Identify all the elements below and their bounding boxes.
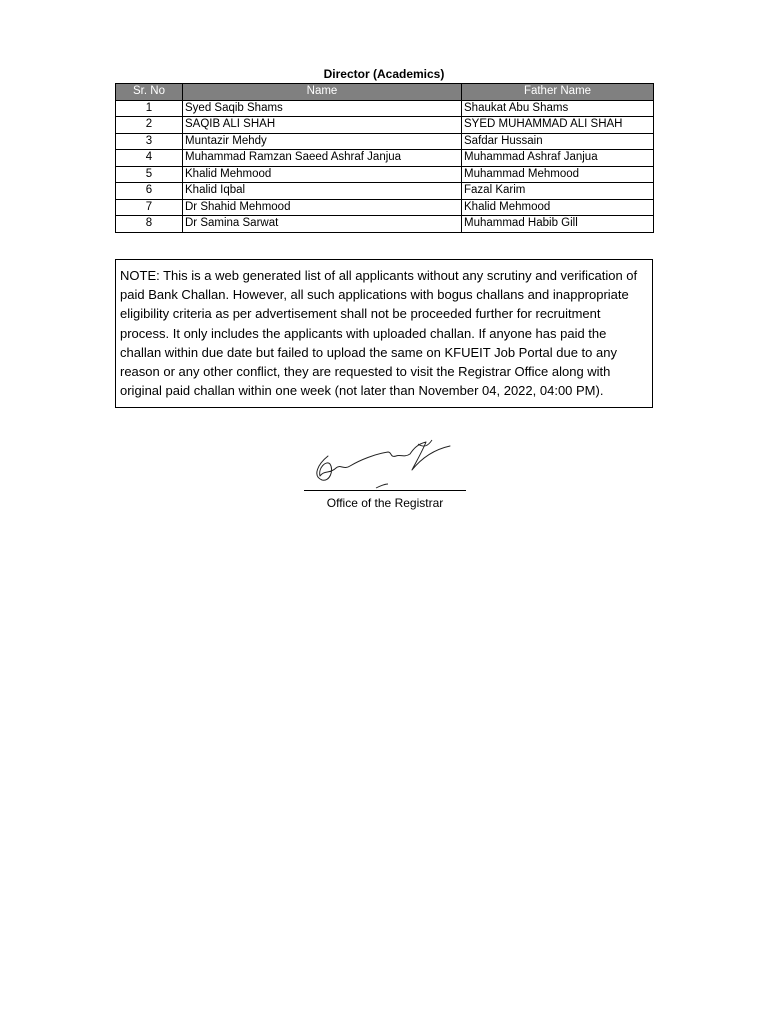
cell-sr-no: 4 [116,150,183,167]
table-row [116,166,654,183]
header-sr-no: Sr. No [116,84,183,101]
cell-father-name: Shaukat Abu Shams [462,100,654,117]
cell-name: Khalid Iqbal [183,183,462,200]
signature-line [304,490,466,491]
table-row [116,199,654,216]
cell-father-name: Safdar Hussain [462,133,654,150]
table-header-row [116,84,654,101]
table-row [116,117,654,134]
cell-sr-no: 3 [116,133,183,150]
table-row [116,100,654,117]
table-row [116,216,654,233]
document-title: Director (Academics) [323,67,445,81]
cell-sr-no: 7 [116,199,183,216]
cell-father-name: Fazal Karim [462,183,654,200]
cell-father-name: Muhammad Mehmood [462,166,654,183]
cell-sr-no: 6 [116,183,183,200]
table-row [116,150,654,167]
cell-sr-no: 5 [116,166,183,183]
table-row [116,183,654,200]
cell-sr-no: 1 [116,100,183,117]
cell-name: Muntazir Mehdy [183,133,462,150]
cell-name: Muhammad Ramzan Saeed Ashraf Janjua [183,150,462,167]
cell-name: SAQIB ALI SHAH [183,117,462,134]
header-name: Name [183,84,462,101]
cell-father-name: SYED MUHAMMAD ALI SHAH [462,117,654,134]
cell-sr-no: 8 [116,216,183,233]
office-of-registrar: Office of the Registrar [326,496,444,510]
cell-name: Syed Saqib Shams [183,100,462,117]
cell-name: Dr Samina Sarwat [183,216,462,233]
signature-image [300,434,470,494]
cell-father-name: Khalid Mehmood [462,199,654,216]
cell-father-name: Muhammad Habib Gill [462,216,654,233]
table-row [116,133,654,150]
cell-sr-no: 2 [116,117,183,134]
cell-name: Khalid Mehmood [183,166,462,183]
applicants-table [115,83,654,233]
cell-father-name: Muhammad Ashraf Janjua [462,150,654,167]
disclaimer-note: NOTE: This is a web generated list of all applicants without any scrutiny and verification of paid Bank Challan. However, all such applications with bogus challans and inappropriate eligibility criteria as per advertisement shall not be proceeded further for recruitment process. It only includes the applicants with uploaded challan. If anyone has paid the challan within due date but failed to upload the same on KFUEIT Job Portal due to any reason or any other conflict, they are requested to visit the Registrar Office along with original paid challan within one week (not later than November 04, 2022, 04:00 PM). [115,259,653,408]
cell-name: Dr Shahid Mehmood [183,199,462,216]
header-father-name: Father Name [462,84,654,101]
